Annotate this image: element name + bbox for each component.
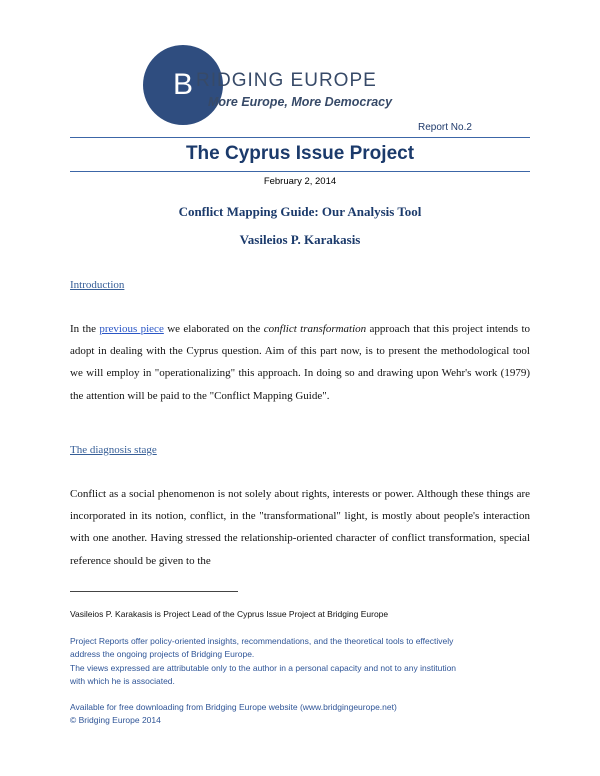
footnote-author-note: Vasileios P. Karakasis is Project Lead of the Cyprus Issue Project at Bridging Europe xyxy=(70,609,389,619)
footnote-reports-line-1: Project Reports offer policy-oriented insights, recommendations, and the theoretical tools to effectively xyxy=(70,636,454,646)
intro-text-rest: approach that this project intends to adopt in dealing with the Cyprus question. Aim of this part now, is to present the methodological tool we will employ in "operationalizing" this approach. In doing so and drawing upon Wehr's work (1979) the attention will be paid to the "Conflict Mapping Guide". xyxy=(70,323,530,402)
footnote-views-line-2: with which he is associated. xyxy=(70,676,175,686)
footnote-availability: Available for free downloading from Bridging Europe website (www.bridgingeurope.net) xyxy=(70,702,397,712)
footnote-reports-line-2: address the ongoing projects of Bridging Europe. xyxy=(70,649,255,659)
diagnosis-paragraph: Conflict as a social phenomenon is not solely about rights, interests or power. Although these things are incorporated in its notion, conflict, in the "transformational" light, is mostly about people's interaction with one another. Having stressed the relationship-oriented character of conflict transformation, special reference should be given to the xyxy=(70,488,530,567)
intro-text-mid: we elaborated on the xyxy=(163,323,264,335)
intro-paragraph xyxy=(70,318,530,407)
section-heading-diagnosis[interactable]: The diagnosis stage xyxy=(70,444,157,456)
header-rule-top xyxy=(70,137,530,138)
article-author: Vasileios P. Karakasis xyxy=(239,232,361,247)
logo-wordmark: RIDGING EUROPE xyxy=(196,70,377,91)
intro-text-start: In the xyxy=(70,323,100,335)
report-number: Report No.2 xyxy=(418,122,472,133)
intro-italic-term: conflict transformation xyxy=(263,323,367,335)
footnote-views-line-1: The views expressed are attributable only to the author in a personal capacity and not to any institution xyxy=(70,663,457,673)
header-rule-bottom xyxy=(70,171,530,172)
section-heading-introduction[interactable]: Introduction xyxy=(70,279,125,291)
footnote-separator xyxy=(70,591,238,592)
logo-tagline: More Europe, More Democracy xyxy=(208,95,393,109)
document-date: February 2, 2014 xyxy=(263,176,337,187)
previous-piece-link[interactable]: previous piece xyxy=(99,323,164,335)
logo-letter: B xyxy=(172,68,193,101)
footnote-copyright: © Bridging Europe 2014 xyxy=(70,715,161,725)
article-subtitle: Conflict Mapping Guide: Our Analysis Tool xyxy=(178,204,422,219)
document-title: The Cyprus Issue Project xyxy=(185,143,415,164)
